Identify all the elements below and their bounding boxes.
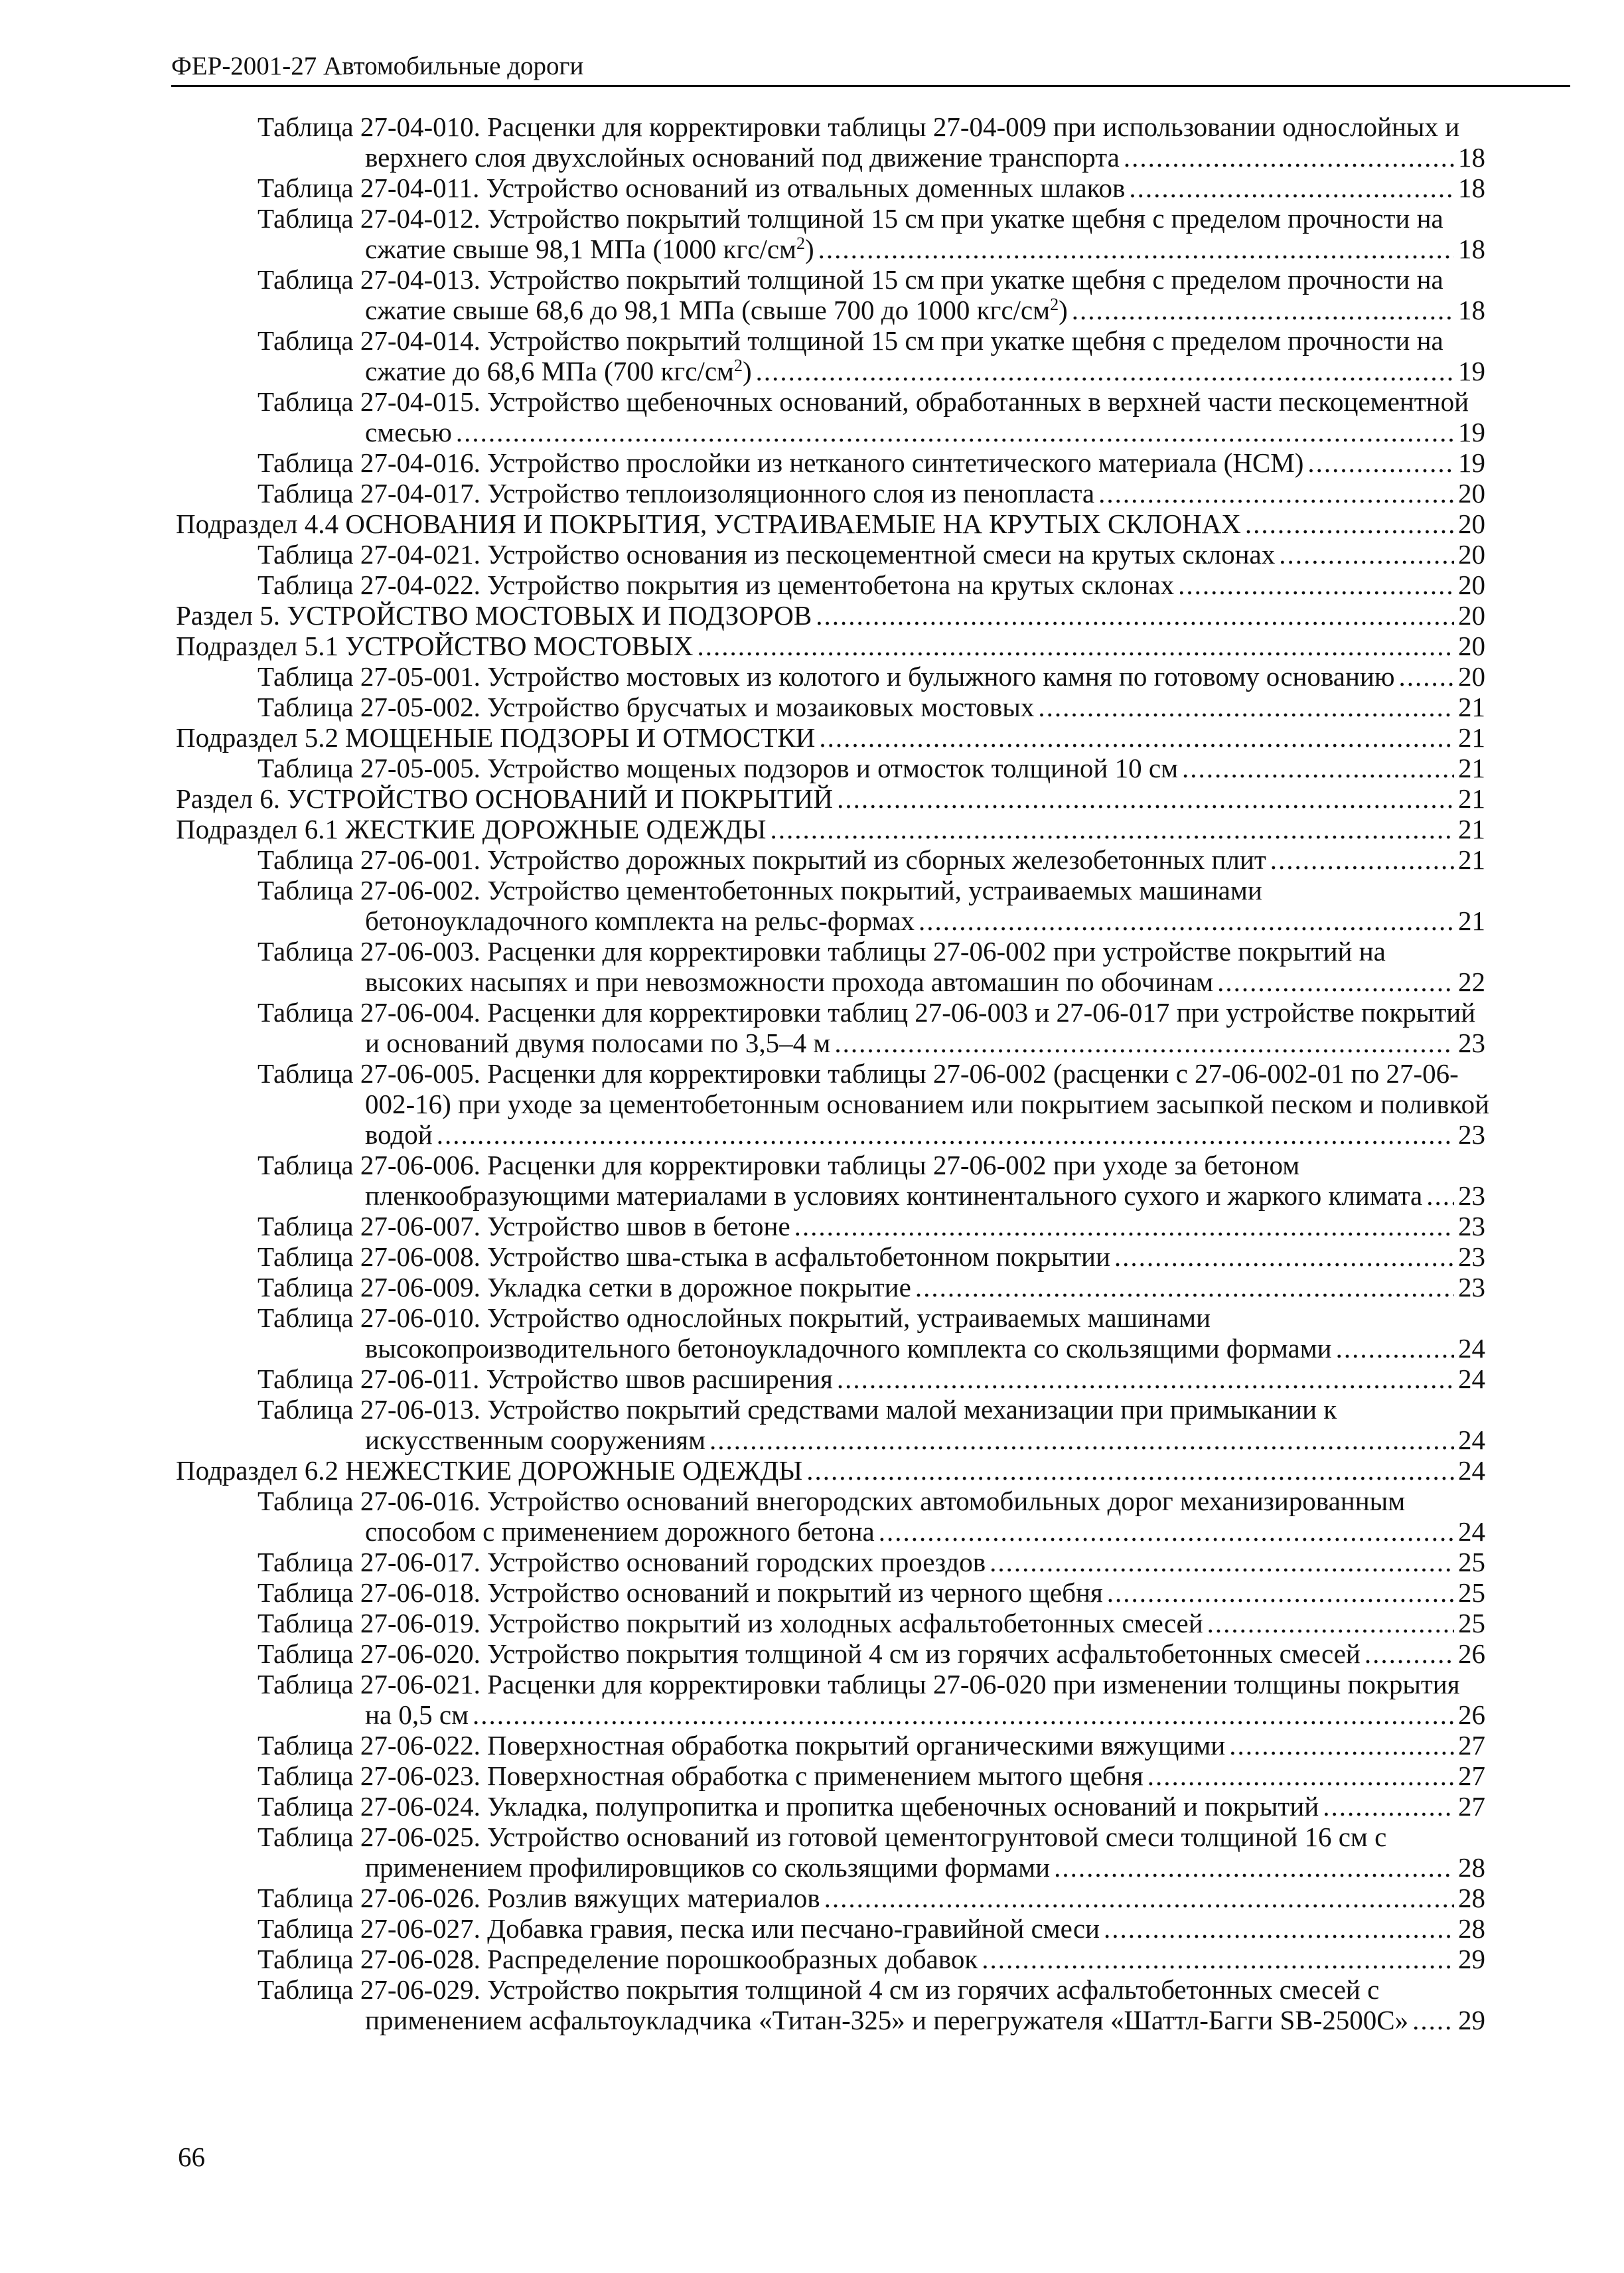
toc-page-number: 18 — [1458, 295, 1485, 325]
toc-table-entry[interactable] — [0, 1241, 1485, 1272]
toc-entry-text: Таблица 27-06-008. Устройство шва-стыка в асфальтобетонном покрытии — [258, 1241, 1110, 1272]
dot-leader — [806, 1455, 1454, 1486]
toc-page-number: 24 — [1458, 1364, 1485, 1394]
toc-table-entry[interactable] — [0, 1486, 1485, 1547]
toc-table-entry[interactable] — [0, 386, 1485, 447]
toc-entry-text: Таблица 27-06-029. Устройство покрытия толщиной 4 см из горячих асфальтобетонных смесей с — [258, 1974, 1380, 2005]
toc-table-entry[interactable] — [0, 447, 1485, 478]
toc-entry-text: Таблица 27-06-007. Устройство швов в бетоне — [258, 1211, 790, 1241]
dot-leader — [1114, 1241, 1454, 1272]
dot-leader — [819, 722, 1454, 753]
dot-leader — [982, 1944, 1454, 1974]
toc-page-number: 24 — [1458, 1425, 1485, 1455]
table-of-contents — [0, 112, 1624, 2035]
toc-entry-text: Таблица 27-05-005. Устройство мощеных подзоров и отмосток толщиной 10 см — [258, 753, 1179, 783]
dot-leader — [1147, 1761, 1454, 1791]
toc-table-entry[interactable] — [0, 1638, 1485, 1669]
toc-entry-text: Подраздел 5.1 УСТРОЙСТВО МОСТОВЫХ — [176, 631, 694, 661]
dot-leader — [1072, 295, 1454, 325]
toc-page-number: 21 — [1458, 783, 1485, 814]
toc-entry-text: Таблица 27-06-025. Устройство оснований из готовой цементогрунтовой смеси толщиной 16 см с — [258, 1822, 1387, 1852]
toc-entry-text: Таблица 27-06-004. Расценки для корректировки таблиц 27-06-003 и 27-06-017 при устройстве покрытий — [258, 997, 1476, 1028]
toc-entry-text: применением профилировщиков со скользящими формами — [365, 1852, 1051, 1883]
toc-table-entry[interactable] — [0, 1913, 1485, 1944]
toc-table-entry[interactable] — [0, 844, 1485, 875]
dot-leader — [1245, 509, 1454, 539]
toc-page-number: 28 — [1458, 1913, 1485, 1944]
toc-page-number: 27 — [1458, 1730, 1485, 1761]
toc-table-entry[interactable] — [0, 325, 1485, 386]
toc-entry-text: Таблица 27-06-009. Укладка сетки в дорожное покрытие — [258, 1272, 911, 1302]
toc-page-number: 20 — [1458, 570, 1485, 600]
toc-section-entry[interactable] — [0, 509, 1485, 539]
toc-page-number: 25 — [1458, 1547, 1485, 1577]
toc-entry-text: Таблица 27-06-021. Расценки для корректировки таблицы 27-06-020 при изменении толщины покрытия — [258, 1669, 1460, 1699]
toc-page-number: 20 — [1458, 509, 1485, 539]
toc-entry-text: верхнего слоя двухслойных оснований под движение транспорта — [365, 142, 1120, 173]
toc-table-entry[interactable] — [0, 1577, 1485, 1608]
toc-page-number: 29 — [1458, 2005, 1485, 2035]
dot-leader — [756, 356, 1454, 386]
toc-table-entry[interactable] — [0, 692, 1485, 722]
dot-leader — [1323, 1791, 1454, 1822]
dot-leader — [1207, 1608, 1454, 1638]
dot-leader — [1038, 692, 1454, 722]
toc-section-entry[interactable] — [0, 722, 1485, 753]
toc-entry-text: Таблица 27-06-024. Укладка, полупропитка и пропитка щебеночных оснований и покрытий — [258, 1791, 1319, 1822]
page-number: 66 — [178, 2142, 205, 2172]
toc-page-number: 20 — [1458, 478, 1485, 509]
dot-leader — [1229, 1730, 1454, 1761]
toc-page-number: 18 — [1458, 234, 1485, 264]
toc-table-entry[interactable] — [0, 1150, 1485, 1211]
toc-entry-text: Таблица 27-06-003. Расценки для корректировки таблицы 27-06-002 при устройстве покрытий на — [258, 936, 1386, 967]
toc-entry-text: и оснований двумя полосами по 3,5–4 м — [365, 1028, 831, 1058]
toc-entry-text: водой — [365, 1119, 433, 1150]
toc-section-entry[interactable] — [0, 631, 1485, 661]
toc-entry-text: Таблица 27-04-022. Устройство покрытия из цементобетона на крутых склонах — [258, 570, 1175, 600]
toc-table-entry[interactable] — [0, 1608, 1485, 1638]
toc-entry-text: Таблица 27-04-016. Устройство прослойки из нетканого синтетического материала (НСМ) — [258, 447, 1304, 478]
dot-leader — [915, 1272, 1454, 1302]
toc-entry-text: искусственным сооружениям — [365, 1425, 706, 1455]
toc-table-entry[interactable] — [0, 264, 1485, 325]
toc-section-entry[interactable] — [0, 814, 1485, 844]
toc-table-entry[interactable] — [0, 875, 1485, 936]
toc-entry-text: Таблица 27-06-010. Устройство однослойных покрытий, устраиваемых машинами — [258, 1302, 1211, 1333]
dot-leader — [473, 1699, 1454, 1730]
toc-page-number: 18 — [1458, 173, 1485, 203]
toc-entry-text: Таблица 27-06-018. Устройство оснований и покрытий из черного щебня — [258, 1577, 1103, 1608]
toc-page-number: 20 — [1458, 661, 1485, 692]
toc-entry-text: Таблица 27-04-017. Устройство теплоизоляционного слоя из пенопласта — [258, 478, 1095, 509]
toc-page-number: 20 — [1458, 600, 1485, 631]
dot-leader — [1054, 1852, 1454, 1883]
toc-table-entry[interactable] — [0, 203, 1485, 264]
toc-page-number: 21 — [1458, 844, 1485, 875]
toc-entry-text: Таблица 27-05-001. Устройство мостовых из колотого и булыжного камня по готовому основанию — [258, 661, 1395, 692]
toc-entry-text: Таблица 27-06-023. Поверхностная обработка с применением мытого щебня — [258, 1761, 1144, 1791]
toc-page-number: 28 — [1458, 1852, 1485, 1883]
dot-leader — [1217, 967, 1454, 997]
dot-leader — [1182, 753, 1454, 783]
toc-page-number: 21 — [1458, 753, 1485, 783]
toc-table-entry[interactable] — [0, 112, 1485, 173]
toc-section-entry[interactable] — [0, 600, 1485, 631]
toc-page-number: 26 — [1458, 1638, 1485, 1669]
toc-entry-text: Раздел 5. УСТРОЙСТВО МОСТОВЫХ И ПОДЗОРОВ — [176, 600, 812, 631]
toc-entry-text: высокопроизводительного бетоноукладочного комплекта со скользящими формами — [365, 1333, 1332, 1364]
toc-table-entry[interactable] — [0, 173, 1485, 203]
toc-table-entry[interactable] — [0, 1944, 1485, 1974]
toc-entry-text: Подраздел 6.1 ЖЕСТКИЕ ДОРОЖНЫЕ ОДЕЖДЫ — [176, 814, 767, 844]
toc-page-number: 21 — [1458, 814, 1485, 844]
toc-table-entry[interactable] — [0, 1394, 1485, 1455]
toc-table-entry[interactable] — [0, 1974, 1485, 2035]
toc-entry-text: сжатие свыше 98,1 МПа (1000 кгс/$см^2$) — [365, 234, 814, 264]
toc-entry-text: бетоноукладочного комплекта на рельс-формах — [365, 905, 915, 936]
toc-entry-text: Таблица 27-06-001. Устройство дорожных покрытий из сборных железобетонных плит — [258, 844, 1266, 875]
toc-table-entry[interactable] — [0, 1669, 1485, 1730]
toc-table-entry[interactable] — [0, 1547, 1485, 1577]
dot-leader — [990, 1547, 1454, 1577]
toc-entry-text: применением асфальтоукладчика «Титан-325» и перегружателя «Шаттл-Багги SB-2500С» — [365, 2005, 1409, 2035]
toc-entry-text: Таблица 27-06-002. Устройство цементобетонных покрытий, устраиваемых машинами — [258, 875, 1262, 905]
toc-page-number: 27 — [1458, 1761, 1485, 1791]
toc-entry-text: Таблица 27-06-028. Распределение порошкообразных добавок — [258, 1944, 978, 1974]
toc-page-number: 23 — [1458, 1119, 1485, 1150]
toc-table-entry[interactable] — [0, 1822, 1485, 1883]
toc-page-number: 25 — [1458, 1577, 1485, 1608]
toc-entry-text: Таблица 27-05-002. Устройство брусчатых и мозаиковых мостовых — [258, 692, 1035, 722]
toc-entry-text: смесью — [365, 417, 452, 447]
toc-page-number: 20 — [1458, 539, 1485, 570]
toc-page-number: 19 — [1458, 417, 1485, 447]
dot-leader — [1426, 1180, 1454, 1211]
dot-leader — [794, 1211, 1454, 1241]
toc-table-entry[interactable] — [0, 997, 1485, 1058]
toc-table-entry[interactable] — [0, 1058, 1490, 1150]
toc-page-number: 19 — [1458, 447, 1485, 478]
toc-entry-text: Подраздел 6.2 НЕЖЕСТКИЕ ДОРОЖНЫЕ ОДЕЖДЫ — [176, 1455, 803, 1486]
toc-entry-text: Таблица 27-06-019. Устройство покрытий из холодных асфальтобетонных смесей — [258, 1608, 1203, 1638]
dot-leader — [771, 814, 1454, 844]
toc-page-number: 23 — [1458, 1028, 1485, 1058]
dot-leader — [1104, 1913, 1454, 1944]
dot-leader — [709, 1425, 1454, 1455]
dot-leader — [1365, 1638, 1454, 1669]
dot-leader — [697, 631, 1454, 661]
toc-entry-text: Таблица 27-06-022. Поверхностная обработка покрытий органическими вяжущими — [258, 1730, 1226, 1761]
toc-entry-text: Таблица 27-04-021. Устройство основания из пескоцементной смеси на крутых склонах — [258, 539, 1276, 570]
toc-entry-text: способом с применением дорожного бетона — [365, 1516, 875, 1547]
dot-leader — [437, 1119, 1454, 1150]
toc-entry-text: Таблица 27-04-015. Устройство щебеночных оснований, обработанных в верхней части пескоцементной — [258, 386, 1469, 417]
toc-entry-text: Таблица 27-04-014. Устройство покрытий толщиной 15 см при укатке щебня с пределом прочности на — [258, 325, 1443, 356]
toc-entry-text: на 0,5 см — [365, 1699, 469, 1730]
toc-page-number: 25 — [1458, 1608, 1485, 1638]
dot-leader — [824, 1883, 1454, 1913]
toc-entry-text: сжатие до 68,6 МПа (700 кгс/$см^2$) — [365, 356, 752, 386]
toc-entry-text: Таблица 27-06-006. Расценки для корректировки таблицы 27-06-002 при уходе за бетоном — [258, 1150, 1300, 1180]
toc-table-entry[interactable] — [0, 1211, 1485, 1241]
toc-page-number: 26 — [1458, 1699, 1485, 1730]
toc-page-number: 21 — [1458, 905, 1485, 936]
dot-leader — [1279, 539, 1454, 570]
toc-entry-text: Таблица 27-04-012. Устройство покрытий толщиной 15 см при укатке щебня с пределом прочности на — [258, 203, 1443, 234]
dot-leader — [1129, 173, 1454, 203]
toc-section-entry[interactable] — [0, 783, 1485, 814]
toc-entry-text: пленкообразующими материалами в условиях континентального сухого и жаркого климата — [365, 1180, 1423, 1211]
toc-table-entry[interactable] — [0, 1883, 1485, 1913]
toc-table-entry[interactable] — [0, 1364, 1485, 1394]
toc-table-entry[interactable] — [0, 936, 1485, 997]
toc-page-number: 24 — [1458, 1333, 1485, 1364]
dot-leader — [837, 783, 1454, 814]
dot-leader — [1098, 478, 1454, 509]
dot-leader — [1270, 844, 1454, 875]
toc-entry-text: сжатие свыше 68,6 до 98,1 МПа (свыше 700 до 1000 кгс/$см^2$) — [365, 295, 1068, 325]
dot-leader — [1399, 661, 1455, 692]
toc-entry-text: Таблица 27-06-026. Розлив вяжущих материалов — [258, 1883, 820, 1913]
toc-page-number: 22 — [1458, 967, 1485, 997]
dot-leader — [834, 1028, 1454, 1058]
dot-leader — [919, 905, 1454, 936]
toc-page-number: 23 — [1458, 1272, 1485, 1302]
toc-table-entry[interactable] — [0, 661, 1485, 692]
dot-leader — [816, 600, 1454, 631]
dot-leader — [1124, 142, 1454, 173]
toc-entry-text: Раздел 6. УСТРОЙСТВО ОСНОВАНИЙ И ПОКРЫТИЙ — [176, 783, 834, 814]
toc-page-number: 23 — [1458, 1241, 1485, 1272]
dot-leader — [1307, 447, 1454, 478]
toc-page-number: 24 — [1458, 1516, 1485, 1547]
toc-entry-text: Таблица 27-04-010. Расценки для корректировки таблицы 27-04-009 при использовании однослойных и — [258, 112, 1460, 142]
toc-table-entry[interactable] — [0, 753, 1485, 783]
toc-entry-text: Таблица 27-04-011. Устройство оснований из отвальных доменных шлаков — [258, 173, 1126, 203]
toc-page-number: 20 — [1458, 631, 1485, 661]
running-header: ФЕР-2001-27 Автомобильные дороги — [171, 52, 584, 80]
header-rule — [171, 85, 1570, 87]
toc-page-number: 27 — [1458, 1791, 1485, 1822]
dot-leader — [1412, 2005, 1454, 2035]
toc-table-entry[interactable] — [0, 539, 1485, 570]
toc-page-number: 21 — [1458, 722, 1485, 753]
toc-entry-text: Таблица 27-06-027. Добавка гравия, песка или песчано-гравийной смеси — [258, 1913, 1100, 1944]
toc-page-number: 23 — [1458, 1211, 1485, 1241]
toc-page-number: 21 — [1458, 692, 1485, 722]
toc-table-entry[interactable] — [0, 1791, 1485, 1822]
toc-entry-text: высоких насыпях и при невозможности прохода автомашин по обочинам — [365, 967, 1214, 997]
toc-entry-text: Таблица 27-06-016. Устройство оснований внегородских автомобильных дорог механизированным — [258, 1486, 1406, 1516]
dot-leader — [1107, 1577, 1454, 1608]
toc-page-number: 24 — [1458, 1455, 1485, 1486]
dot-leader — [837, 1364, 1454, 1394]
toc-table-entry[interactable] — [0, 478, 1485, 509]
toc-entry-text: Таблица 27-06-005. Расценки для корректировки таблицы 27-06-002 (расценки с 27-06-002-01 по 27-06- — [258, 1058, 1459, 1089]
toc-entry-text: Таблица 27-04-013. Устройство покрытий толщиной 15 см при укатке щебня с пределом прочности на — [258, 264, 1443, 295]
toc-table-entry[interactable] — [0, 1761, 1485, 1791]
dot-leader — [456, 417, 1454, 447]
dot-leader — [1336, 1333, 1454, 1364]
toc-entry-text: Таблица 27-06-013. Устройство покрытий средствами малой механизации при примыкании к — [258, 1394, 1337, 1425]
toc-entry-text: Подраздел 5.2 МОЩЕНЫЕ ПОДЗОРЫ И ОТМОСТКИ — [176, 722, 816, 753]
toc-entry-text: Таблица 27-06-011. Устройство швов расширения — [258, 1364, 833, 1394]
dot-leader — [879, 1516, 1454, 1547]
toc-entry-text: Таблица 27-06-017. Устройство оснований городских проездов — [258, 1547, 986, 1577]
toc-page-number: 23 — [1458, 1180, 1485, 1211]
toc-entry-text: 002-16) при уходе за цементобетонным основанием или покрытием засыпкой песком и поливкой — [365, 1089, 1490, 1119]
toc-table-entry[interactable] — [0, 1272, 1485, 1302]
toc-table-entry[interactable] — [0, 1302, 1485, 1364]
dot-leader — [1178, 570, 1454, 600]
toc-page-number: 28 — [1458, 1883, 1485, 1913]
toc-page-number: 18 — [1458, 142, 1485, 173]
dot-leader — [818, 234, 1454, 264]
toc-table-entry[interactable] — [0, 1730, 1485, 1761]
toc-page-number: 29 — [1458, 1944, 1485, 1974]
toc-entry-text: Таблица 27-06-020. Устройство покрытия толщиной 4 см из горячих асфальтобетонных смесей — [258, 1638, 1361, 1669]
toc-entry-text: Подраздел 4.4 ОСНОВАНИЯ И ПОКРЫТИЯ, УСТРАИВАЕМЫЕ НА КРУТЫХ СКЛОНАХ — [176, 509, 1241, 539]
toc-page-number: 19 — [1458, 356, 1485, 386]
toc-table-entry[interactable] — [0, 570, 1485, 600]
toc-section-entry[interactable] — [0, 1455, 1485, 1486]
